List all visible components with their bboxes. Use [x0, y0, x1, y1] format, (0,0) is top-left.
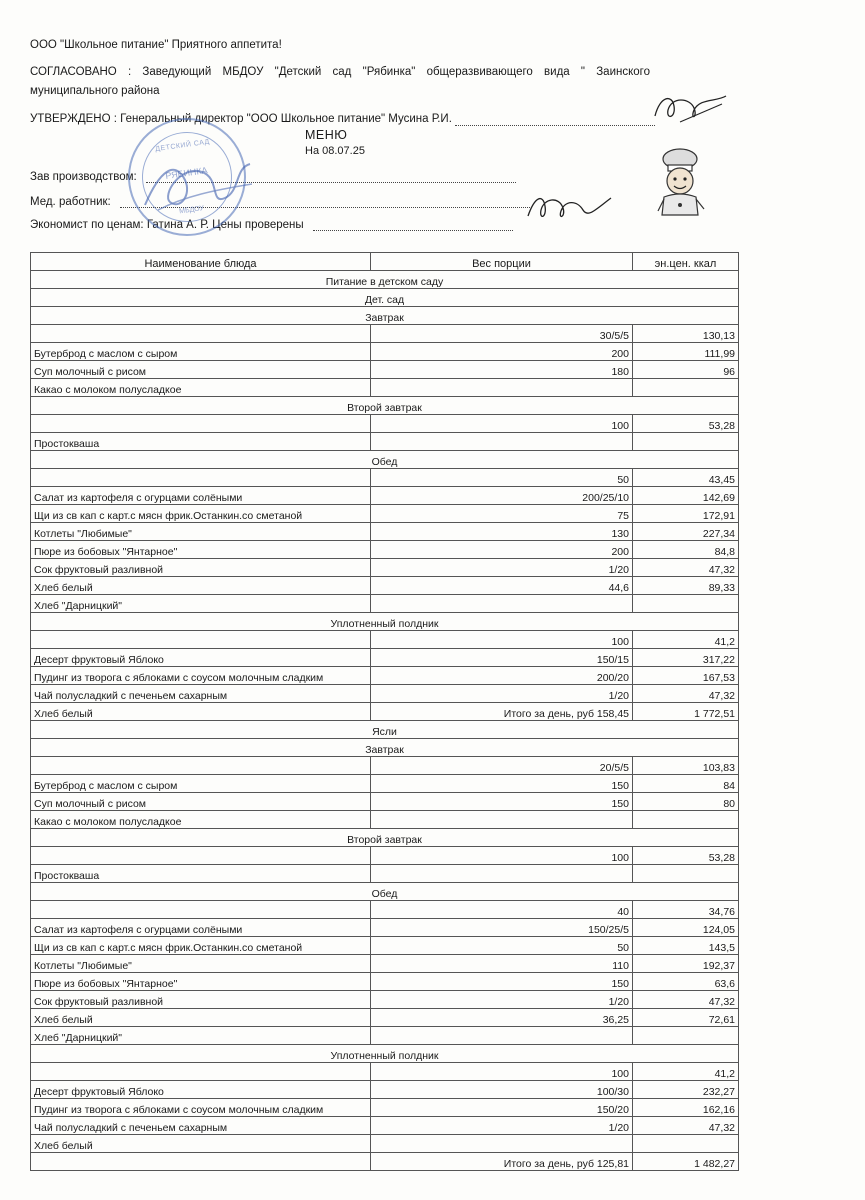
portion-weight: 180: [371, 361, 633, 379]
portion-weight: 150/15: [371, 649, 633, 667]
portion-weight: 200: [371, 541, 633, 559]
energy-kcal: 72,61: [633, 1009, 739, 1027]
table-row: [31, 667, 739, 685]
dish-name: Хлеб "Дарницкий": [31, 595, 371, 613]
energy-kcal: [633, 595, 739, 613]
section-label: Обед: [31, 451, 739, 469]
table-row: [31, 325, 739, 343]
table-section-row: [31, 739, 739, 757]
portion-weight: 1/20: [371, 559, 633, 577]
portion-weight: 50: [371, 469, 633, 487]
table-section-row: [31, 289, 739, 307]
table-row: [31, 865, 739, 883]
table-row: [31, 595, 739, 613]
dish-name: [31, 1063, 371, 1081]
agreed-line-2: муниципального района: [30, 85, 160, 97]
dish-name: Бутерброд с маслом с сыром: [31, 775, 371, 793]
table-row: [31, 937, 739, 955]
stamp-line-1: ДЕТСКИЙ САД: [154, 138, 211, 154]
day-total-label: Итого за день, руб 125,81: [371, 1153, 633, 1171]
dish-name: Хлеб белый: [31, 703, 371, 721]
portion-weight: 150: [371, 775, 633, 793]
portion-weight: [371, 811, 633, 829]
column-header-kcal: эн.цен. ккал: [633, 253, 739, 271]
table-row: [31, 523, 739, 541]
dish-name: Чай полусладкий с печеньем сахарным: [31, 685, 371, 703]
dish-name: [31, 469, 371, 487]
section-label: Уплотненный полдник: [31, 613, 739, 631]
portion-weight: 100/30: [371, 1081, 633, 1099]
energy-kcal: 41,2: [633, 631, 739, 649]
table-section-row: [31, 451, 739, 469]
section-label: Завтрак: [31, 739, 739, 757]
energy-kcal: 53,28: [633, 847, 739, 865]
energy-kcal: [633, 811, 739, 829]
energy-kcal: 227,34: [633, 523, 739, 541]
menu-table-body: [31, 271, 739, 1171]
stamp-line-2: РЯБИНКА: [164, 165, 209, 181]
dish-name: Суп молочный с рисом: [31, 793, 371, 811]
menu-date: На 08.07.25: [305, 145, 365, 157]
dish-name: Простокваша: [31, 865, 371, 883]
table-row: [31, 901, 739, 919]
dish-name: [31, 415, 371, 433]
table-row: [31, 469, 739, 487]
table-section-row: [31, 271, 739, 289]
portion-weight: [371, 1027, 633, 1045]
portion-weight: 30/5/5: [371, 325, 633, 343]
energy-kcal: 41,2: [633, 1063, 739, 1081]
energy-kcal: 43,45: [633, 469, 739, 487]
table-section-row: [31, 829, 739, 847]
portion-weight: [371, 595, 633, 613]
dish-name: Бутерброд с маслом с сыром: [31, 343, 371, 361]
energy-kcal: 63,6: [633, 973, 739, 991]
table-row: [31, 1027, 739, 1045]
dish-name: Сок фруктовый разливной: [31, 559, 371, 577]
table-row: [31, 631, 739, 649]
table-row: [31, 991, 739, 1009]
section-label: Ясли: [31, 721, 739, 739]
day-total-label: Итого за день, руб 158,45: [371, 703, 633, 721]
energy-kcal: 53,28: [633, 415, 739, 433]
portion-weight: 100: [371, 631, 633, 649]
medic-field: [30, 196, 530, 208]
dish-name: Салат из картофеля с огурцами солёными: [31, 919, 371, 937]
table-row: [31, 775, 739, 793]
table-row: [31, 1009, 739, 1027]
dish-name: [31, 1153, 371, 1171]
stamp-line-3: МБДОУ: [178, 204, 205, 216]
dish-name: Суп молочный с рисом: [31, 361, 371, 379]
table-row: [31, 415, 739, 433]
table-section-row: [31, 883, 739, 901]
table-row: [31, 505, 739, 523]
section-label: Обед: [31, 883, 739, 901]
section-label: Второй завтрак: [31, 397, 739, 415]
portion-weight: 100: [371, 1063, 633, 1081]
energy-kcal: 103,83: [633, 757, 739, 775]
agreed-text: Заведующий МБДОУ "Детский сад "Рябинка" общеразвивающего вида " Заинского: [142, 66, 650, 78]
portion-weight: 200: [371, 343, 633, 361]
portion-weight: 50: [371, 937, 633, 955]
menu-table: [30, 252, 739, 1171]
dish-name: [31, 631, 371, 649]
energy-kcal: 130,13: [633, 325, 739, 343]
section-label: Дет. сад: [31, 289, 739, 307]
column-header-weight: Вес порции: [371, 253, 633, 271]
production-manager-label: Зав производством:: [30, 171, 137, 183]
portion-weight: 20/5/5: [371, 757, 633, 775]
dish-name: Какао с молоком полусладкое: [31, 811, 371, 829]
energy-kcal: 96: [633, 361, 739, 379]
table-row: [31, 559, 739, 577]
economist-dots: [313, 230, 513, 231]
portion-weight: 36,25: [371, 1009, 633, 1027]
dish-name: Десерт фруктовый Яблоко: [31, 1081, 371, 1099]
dish-name: Чай полусладкий с печеньем сахарным: [31, 1117, 371, 1135]
table-section-row: [31, 721, 739, 739]
dish-name: [31, 325, 371, 343]
dish-name: Щи из св кап с карт.с мясн фрик.Останкин.со сметаной: [31, 505, 371, 523]
table-row: [31, 847, 739, 865]
dish-name: Хлеб белый: [31, 577, 371, 595]
section-label: Питание в детском саду: [31, 271, 739, 289]
economist-signature: [525, 190, 615, 224]
dish-name: Пюре из бобовых "Янтарное": [31, 541, 371, 559]
energy-kcal: [633, 865, 739, 883]
table-section-row: [31, 613, 739, 631]
portion-weight: [371, 433, 633, 451]
energy-kcal: [633, 379, 739, 397]
portion-weight: 150/20: [371, 1099, 633, 1117]
table-section-row: [31, 397, 739, 415]
portion-weight: 44,6: [371, 577, 633, 595]
energy-kcal: 172,91: [633, 505, 739, 523]
production-manager-field: [30, 171, 516, 183]
dish-name: Хлеб "Дарницкий": [31, 1027, 371, 1045]
energy-kcal: 167,53: [633, 667, 739, 685]
table-header-row: [31, 253, 739, 271]
table-row: [31, 577, 739, 595]
approved-text: УТВЕРЖДЕНО : Генеральный директор "ООО Школьное питание" Мусина Р.И.: [30, 113, 452, 125]
table-row: [31, 541, 739, 559]
table-row: [31, 757, 739, 775]
organization-line: ООО "Школьное питание" Приятного аппетита!: [30, 39, 282, 51]
portion-weight: 1/20: [371, 991, 633, 1009]
energy-kcal: [633, 1135, 739, 1153]
portion-weight: 1/20: [371, 1117, 633, 1135]
energy-kcal: 47,32: [633, 991, 739, 1009]
table-row: [31, 811, 739, 829]
table-row: [31, 1063, 739, 1081]
portion-weight: 110: [371, 955, 633, 973]
dish-name: Щи из св кап с карт.с мясн фрик.Останкин.со сметаной: [31, 937, 371, 955]
dish-name: Пудинг из творога с яблоками с соусом молочным сладким: [31, 667, 371, 685]
agreed-label: СОГЛАСОВАНО :: [30, 66, 132, 78]
table-row: [31, 1081, 739, 1099]
portion-weight: 1/20: [371, 685, 633, 703]
table-row: [31, 361, 739, 379]
column-header-dish: Наименование блюда: [31, 253, 371, 271]
table-section-row: [31, 307, 739, 325]
director-signature: [650, 92, 730, 126]
energy-kcal: 47,32: [633, 1117, 739, 1135]
table-row: [31, 973, 739, 991]
table-row: [31, 685, 739, 703]
medic-label: Мед. работник:: [30, 196, 111, 208]
table-row: [31, 343, 739, 361]
portion-weight: [371, 1135, 633, 1153]
economist-field: [30, 219, 513, 231]
dish-name: Хлеб белый: [31, 1135, 371, 1153]
section-label: Второй завтрак: [31, 829, 739, 847]
menu-title: МЕНЮ: [305, 128, 348, 142]
portion-weight: [371, 865, 633, 883]
energy-kcal: 34,76: [633, 901, 739, 919]
energy-kcal: 47,32: [633, 685, 739, 703]
energy-kcal: [633, 433, 739, 451]
portion-weight: 150: [371, 973, 633, 991]
agreed-line: [30, 64, 830, 80]
portion-weight: 100: [371, 415, 633, 433]
menu-table-wrapper: [30, 252, 738, 1171]
table-row: [31, 649, 739, 667]
dish-name: Простокваша: [31, 433, 371, 451]
energy-kcal: 47,32: [633, 559, 739, 577]
table-row: [31, 379, 739, 397]
dish-name: [31, 847, 371, 865]
portion-weight: [371, 379, 633, 397]
portion-weight: 130: [371, 523, 633, 541]
energy-kcal: 84: [633, 775, 739, 793]
energy-kcal: 232,27: [633, 1081, 739, 1099]
dish-name: Какао с молоком полусладкое: [31, 379, 371, 397]
energy-kcal: 89,33: [633, 577, 739, 595]
table-row: [31, 919, 739, 937]
economist-label: Экономист по ценам: Гатина А. Р. Цены проверены: [30, 219, 304, 231]
blue-signature: [140, 150, 260, 220]
table-row: [31, 955, 739, 973]
table-row: [31, 487, 739, 505]
dish-name: Котлеты "Любимые": [31, 955, 371, 973]
energy-kcal: 317,22: [633, 649, 739, 667]
dish-name: Сок фруктовый разливной: [31, 991, 371, 1009]
portion-weight: 40: [371, 901, 633, 919]
energy-kcal: 143,5: [633, 937, 739, 955]
day-total-kcal: 1 772,51: [633, 703, 739, 721]
dish-name: Десерт фруктовый Яблоко: [31, 649, 371, 667]
table-total-row: [31, 1153, 739, 1171]
table-row: [31, 433, 739, 451]
table-row: [31, 1099, 739, 1117]
section-label: Уплотненный полдник: [31, 1045, 739, 1063]
dish-name: Пудинг из творога с яблоками с соусом молочным сладким: [31, 1099, 371, 1117]
energy-kcal: 142,69: [633, 487, 739, 505]
day-total-kcal: 1 482,27: [633, 1153, 739, 1171]
portion-weight: 100: [371, 847, 633, 865]
portion-weight: 150: [371, 793, 633, 811]
energy-kcal: 84,8: [633, 541, 739, 559]
energy-kcal: 111,99: [633, 343, 739, 361]
table-section-row: [31, 1045, 739, 1063]
table-total-row: [31, 703, 739, 721]
portion-weight: 200/20: [371, 667, 633, 685]
portion-weight: 150/25/5: [371, 919, 633, 937]
dish-name: Хлеб белый: [31, 1009, 371, 1027]
table-row: [31, 1117, 739, 1135]
energy-kcal: [633, 1027, 739, 1045]
dish-name: Пюре из бобовых "Янтарное": [31, 973, 371, 991]
table-row: [31, 1135, 739, 1153]
dish-name: Котлеты "Любимые": [31, 523, 371, 541]
energy-kcal: 80: [633, 793, 739, 811]
energy-kcal: 192,37: [633, 955, 739, 973]
dish-name: Салат из картофеля с огурцами солёными: [31, 487, 371, 505]
dish-name: [31, 757, 371, 775]
table-row: [31, 793, 739, 811]
portion-weight: 75: [371, 505, 633, 523]
approved-dots: [455, 125, 655, 126]
section-label: Завтрак: [31, 307, 739, 325]
chef-icon: [640, 145, 720, 220]
portion-weight: 200/25/10: [371, 487, 633, 505]
energy-kcal: 162,16: [633, 1099, 739, 1117]
energy-kcal: 124,05: [633, 919, 739, 937]
dish-name: [31, 901, 371, 919]
